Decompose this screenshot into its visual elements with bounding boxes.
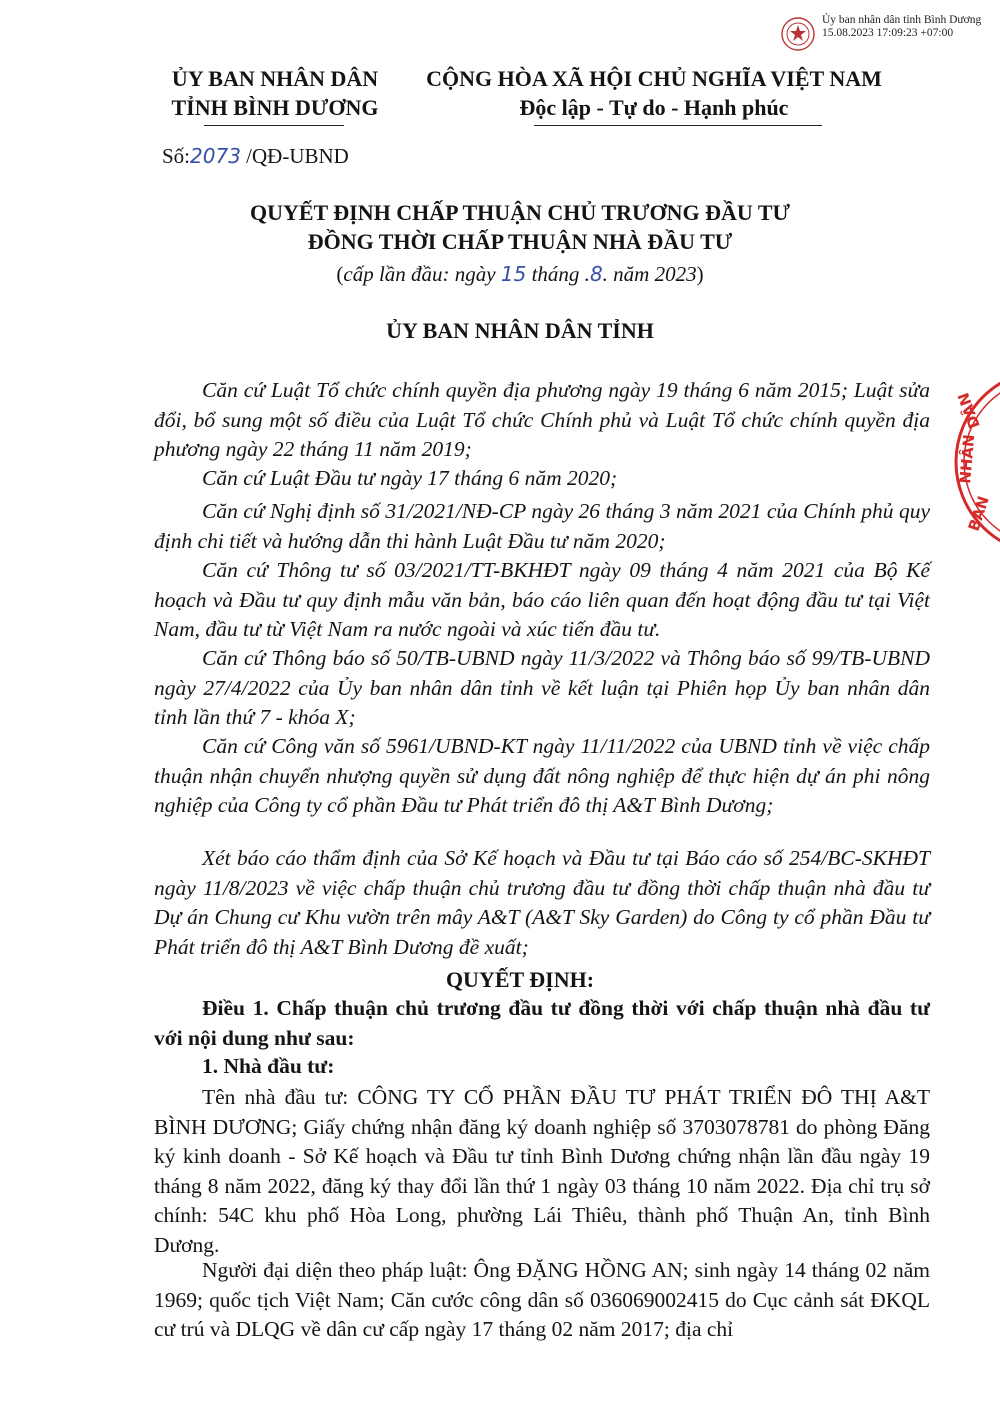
legal-basis-5: Căn cứ Thông báo số 50/TB-UBND ngày 11/3/2022 và Thông báo số 99/TB-UBND ngày 27/4/2022 của Ủy ban nhân dân tỉnh về kết luận tại Phiên họp Ủy ban nhân dân tỉnh lần thứ 7 - khóa X; <box>154 646 930 729</box>
authority-heading: ỦY BAN NHÂN DÂN TỈNH <box>386 318 654 343</box>
issue-date-open: ( <box>336 262 344 286</box>
signature-timestamp: 15.08.2023 17:09:23 +07:00 <box>822 27 954 39</box>
decision-heading: QUYẾT ĐỊNH: <box>445 967 595 992</box>
org-line2: TỈNH BÌNH DƯƠNG <box>171 95 379 120</box>
legal-representative: Người đại diện theo pháp luật: Ông ĐẶNG HỒNG AN; sinh ngày 14 tháng 02 năm 1969; quốc tịch Việt Nam; Căn cước công dân số 036069002415 do Cục cảnh sát ĐKQL cư trú và DLQG về dân cư cấp ngày 17 tháng 02 năm 2017; địa chỉ <box>154 1258 930 1341</box>
svg-text:BAN: BAN <box>964 493 993 534</box>
issuing-authority <box>150 64 400 122</box>
svg-text:NHÂN: NHÂN <box>956 433 979 485</box>
national-motto <box>394 64 914 122</box>
issue-month-handwritten: 8 <box>589 262 603 286</box>
motto-underline <box>534 125 822 126</box>
nation-line2: Độc lập - Tự do - Hạnh phúc <box>519 95 789 120</box>
legal-basis-6: Căn cứ Công văn số 5961/UBND-KT ngày 11/11/2022 của UBND tỉnh về việc chấp thuận nhận chuyển nhượng quyền sử dụng đất nông nghiệp để thực hiện dự án phi nông nghiệp của Công ty cổ phần Đầu tư Phát triển đô thị A&T Bình Dương; <box>154 734 930 817</box>
issue-year: . năm 2023 <box>602 262 697 286</box>
title-line2: ĐỒNG THỜI CHẤP THUẬN NHÀ ĐẦU TƯ <box>307 229 733 254</box>
authority-underline <box>204 125 344 126</box>
title-line1: QUYẾT ĐỊNH CHẤP THUẬN CHỦ TRƯƠNG ĐẦU TƯ <box>249 200 791 225</box>
legal-basis-2: Căn cứ Luật Đầu tư ngày 17 tháng 6 năm 2020; <box>202 466 618 490</box>
number-prefix: Số: <box>162 144 191 168</box>
issue-date-prefix: cấp lần đầu: ngày <box>343 262 501 286</box>
section-investor: 1. Nhà đầu tư: <box>202 1054 335 1078</box>
number-handwritten: 2073 <box>190 144 241 168</box>
issue-day-handwritten: 15 <box>500 262 527 286</box>
legal-basis-4: Căn cứ Thông tư số 03/2021/TT-BKHĐT ngày 09 tháng 4 năm 2021 của Bộ Kế hoạch và Đầu tư quy định mẫu văn bản, báo cáo liên quan đến hoạt động đầu tư tại Việt Nam, đầu tư từ Việt Nam ra nước ngoài và xúc tiến đầu tư. <box>154 558 930 641</box>
issue-date-close: ) <box>696 262 704 286</box>
svg-text:DÂN: DÂN <box>954 390 984 431</box>
document-title <box>100 198 940 256</box>
article-1: Điều 1. Chấp thuận chủ trương đầu tư đồng thời với chấp thuận nhà đầu tư với nội dung như sau: <box>154 996 930 1050</box>
number-suffix: /QĐ-UBND <box>240 144 349 168</box>
legal-basis-3: Căn cứ Nghị định số 31/2021/NĐ-CP ngày 26 tháng 3 năm 2021 của Chính phủ quy định chi tiết và hướng dẫn thi hành Luật Đầu tư năm 2020; <box>154 499 930 553</box>
signature-name: Ủy ban nhân dân tỉnh Bình Dương <box>822 14 982 26</box>
nation-line1: CỘNG HÒA XÃ HỘI CHỦ NGHĨA VIỆT NAM <box>426 66 882 91</box>
document-number <box>162 142 349 170</box>
legal-basis-7: Xét báo cáo thẩm định của Sở Kế hoạch và Đầu tư tại Báo cáo số 254/BC-SKHĐT ngày 11/8/2023 về việc chấp thuận chủ trương đầu tư đồng thời chấp thuận nhà đầu tư Dự án Chung cư Khu vườn trên mây A&T (A&T Sky Garden) do Công ty cổ phần Đầu tư Phát triển đô thị A&T Bình Dương đề xuất; <box>154 846 930 959</box>
org-line1: ỦY BAN NHÂN DÂN <box>171 66 379 91</box>
signature-emblem-icon <box>780 16 816 52</box>
red-stamp <box>948 372 1000 552</box>
issue-date <box>100 260 940 288</box>
investor-details: Tên nhà đầu tư: CÔNG TY CỔ PHẦN ĐẦU TƯ PHÁT TRIỂN ĐÔ THỊ A&T BÌNH DƯƠNG; Giấy chứng nhận đăng ký doanh nghiệp số 3703078781 do phòng Đăng ký kinh doanh - Sở Kế hoạch và Đầu tư tỉnh Bình Dương chứng nhận lần đầu ngày 19 tháng 8 năm 2022, đăng ký thay đổi lần thứ 1 ngày 03 tháng 10 năm 2022. Địa chỉ trụ sở chính: 54C khu phố Hòa Long, phường Lái Thiêu, thành phố Thuận An, tỉnh Bình Dương. <box>154 1085 930 1257</box>
issue-month-label: tháng . <box>526 262 590 286</box>
legal-basis-1: Căn cứ Luật Tổ chức chính quyền địa phương ngày 19 tháng 6 năm 2015; Luật sửa đổi, bổ sung một số điều của Luật Tổ chức Chính phủ và Luật Tổ chức chính quyền địa phương ngày 22 tháng 11 năm 2019; <box>154 378 930 461</box>
digital-signature <box>822 14 997 40</box>
